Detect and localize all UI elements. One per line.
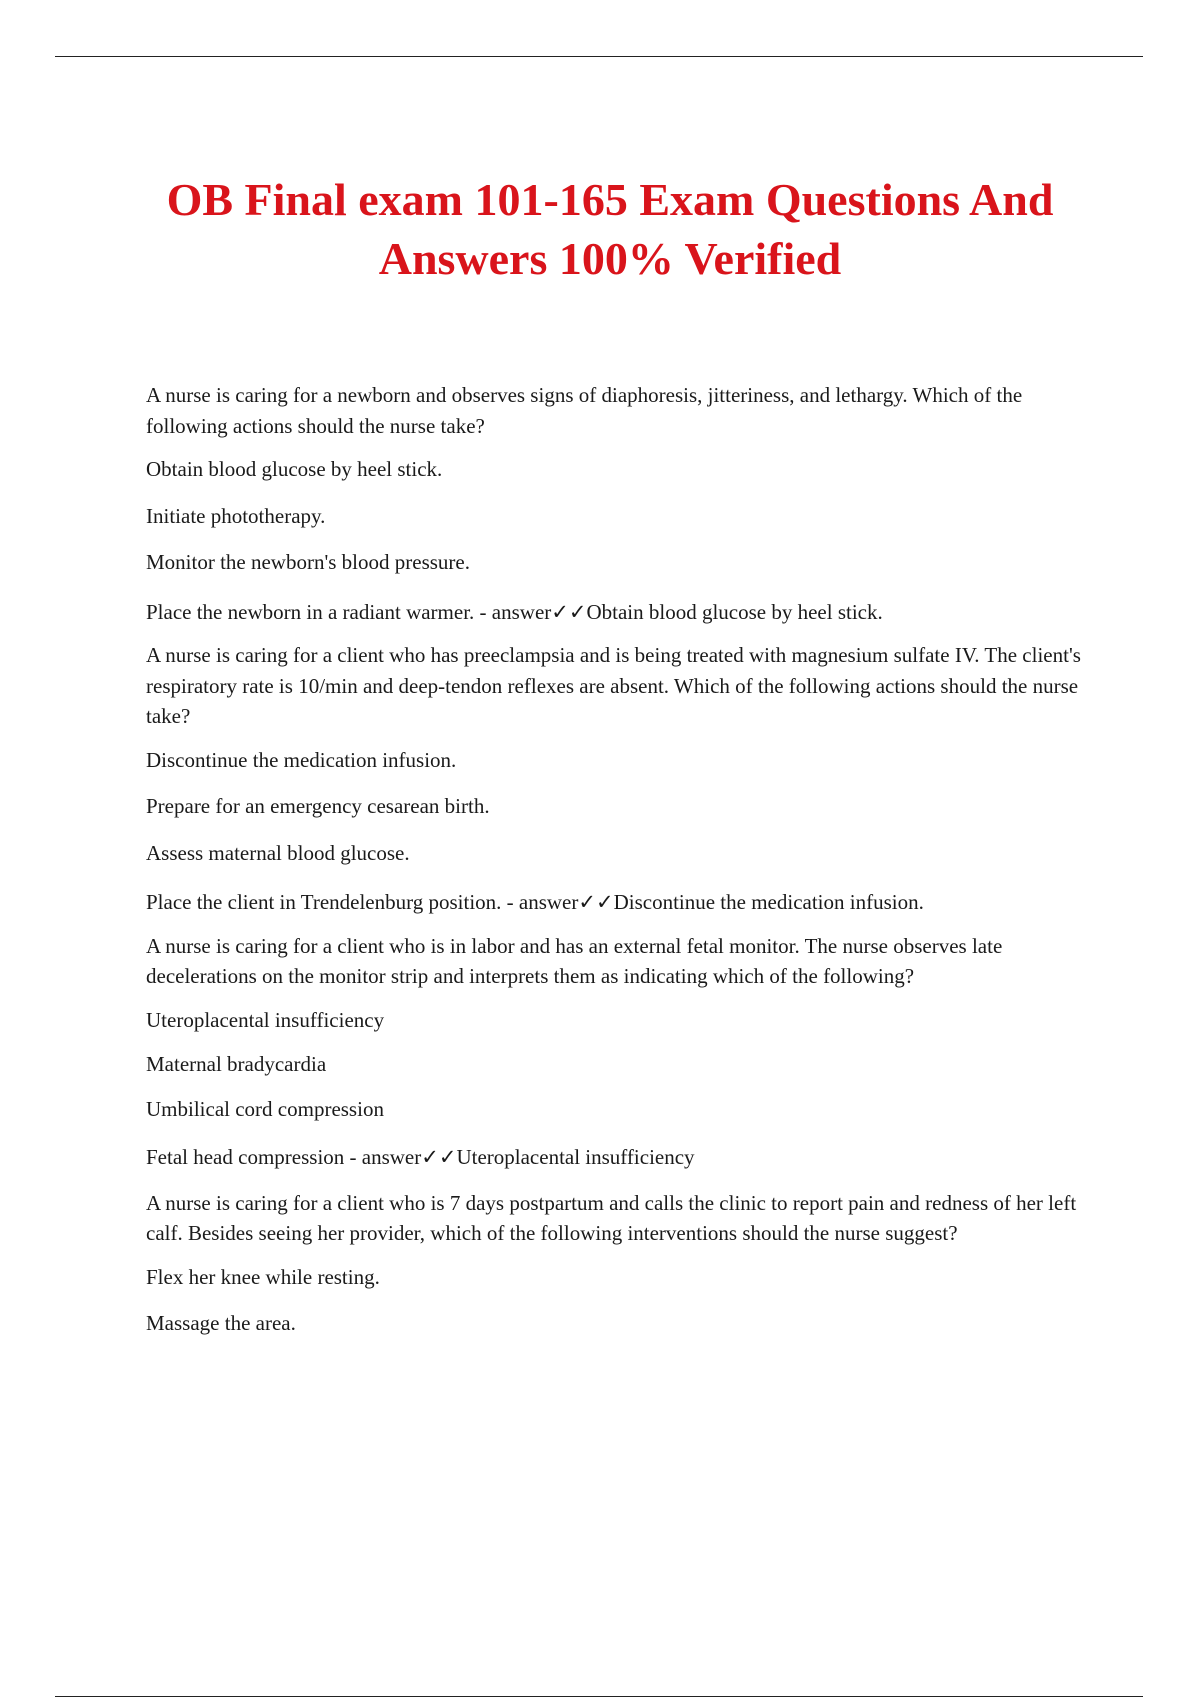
document-body [146, 380, 1086, 1339]
last-option: Fetal head compression - answer [146, 1145, 422, 1169]
correct-answer: Obtain blood glucose by heel stick. [586, 599, 883, 624]
answer-option: Prepare for an emergency cesarean birth. [146, 794, 490, 818]
last-option: Place the client in Trendelenburg position. - answer [146, 890, 579, 914]
correct-answer: Discontinue the medication infusion. [613, 890, 924, 914]
answer-option: Monitor the newborn's blood pressure. [146, 550, 470, 574]
answer-option: Maternal bradycardia [146, 1052, 327, 1076]
document-title: OB Final exam 101-165 Exam Questions And Answers 100% Verified [166, 174, 1054, 284]
correct-answer: Uteroplacental insufficiency [456, 1145, 695, 1169]
question-stem: A nurse is caring for a newborn and observes signs of diaphoresis, jitteriness, and lethargy. Which of the following actions should the nurse take? [146, 383, 1023, 438]
answer-option: Assess maternal blood glucose. [146, 840, 410, 865]
question-stem: A nurse is caring for a client who is in labor and has an external fetal monitor. The nurse observes late decelerations on the monitor strip and interprets them as indicating which of the following? [146, 933, 1003, 988]
top-rule [55, 56, 1143, 57]
answer-option: Flex her knee while resting. [146, 1264, 380, 1289]
check-mark-icon: ✓✓ [578, 890, 614, 914]
answer-line [146, 1142, 1086, 1173]
question-stem: A nurse is caring for a client who is 7 days postpartum and calls the clinic to report pain and redness of her left calf. Besides seeing her provider, which of the following interventions should the nurse suggest? [146, 1190, 1077, 1245]
bottom-rule [55, 1696, 1143, 1697]
answer-option: Initiate phototherapy. [146, 503, 326, 528]
answer-option: Obtain blood glucose by heel stick. [146, 457, 443, 481]
check-mark-icon: ✓✓ [551, 599, 587, 624]
answer-option: Discontinue the medication infusion. [146, 747, 457, 772]
last-option: Place the newborn in a radiant warmer. - answer [146, 599, 552, 624]
answer-option: Uteroplacental insufficiency [146, 1007, 385, 1032]
check-mark-icon: ✓✓ [421, 1145, 457, 1169]
answer-option: Massage the area. [146, 1311, 296, 1335]
question-stem: A nurse is caring for a client who has preeclampsia and is being treated with magnesium sulfate IV. The client's respiratory rate is 10/min and deep-tendon reflexes are absent. Which of the following actions should the nurse take? [146, 643, 1081, 728]
answer-option: Umbilical cord compression [146, 1096, 384, 1121]
answer-line [146, 887, 1086, 918]
answer-line [146, 597, 1086, 628]
